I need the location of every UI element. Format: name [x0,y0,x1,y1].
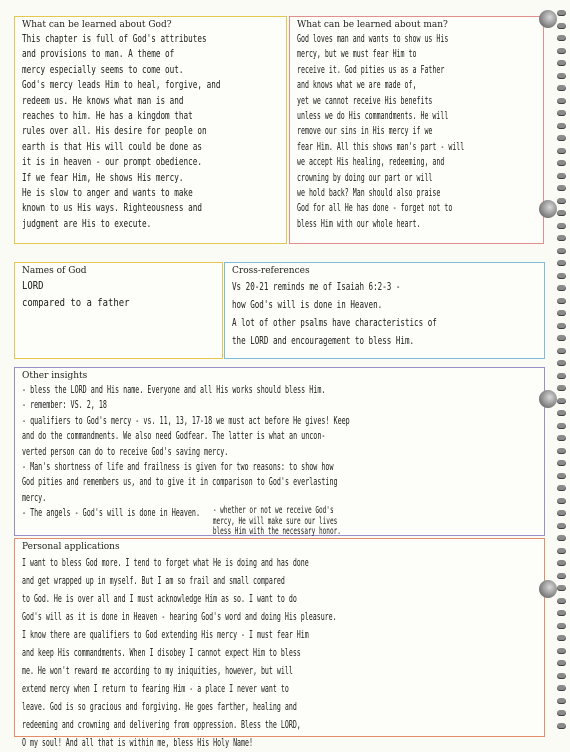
binding-ring [557,310,566,316]
binding-ring [557,185,566,191]
text-line: God loves man and wants to show us His [297,33,449,45]
binding-ring [557,223,566,229]
binding-ring [557,598,566,604]
binding-ring [557,523,566,529]
binding-ring [557,573,566,579]
side-note [213,506,341,538]
binding-ring [557,60,566,66]
insights-text [22,383,352,538]
binding-ring [557,535,566,541]
binding-ring [557,135,566,141]
text-line: earth is that His will could be done as [22,140,202,153]
section-personal-applications [14,538,545,749]
text-line: God's will as it is done in Heaven - hearing God's word and doing His pleasure. [22,611,337,623]
text-line: and keep His commandments. When I disobey I cannot expect Him to bless [22,647,301,659]
text-line: - Man's shortness of life and frailness is given for two reasons: to show how [22,461,334,474]
section-label: Other insights [22,371,88,381]
text-line: - qualifiers to God's mercy - vs. 11, 13, 17-18 we must act before He gives! Keep [22,414,350,427]
insights-last-row [22,506,352,538]
xref-text [232,278,452,350]
binding-ring [557,35,566,41]
binding-ring [557,210,566,216]
binding-ring [557,385,566,391]
text-line: This chapter is full of God's attributes [22,33,207,45]
binding-ring [557,698,566,704]
text-line: and do the commandments. We also need Godfear. The latter is what an uncon- [22,430,326,443]
binding-ring [557,660,566,666]
binding-ring [557,23,566,29]
man-text [297,32,465,232]
text-line: and knows what we are made of, [297,79,417,92]
punch-hole [539,200,557,218]
binding-ring [557,635,566,641]
text-line: we hold back? Man should also praise [297,187,441,200]
text-line: mercy. [22,491,47,504]
text-line: God's mercy leads Him to heal, forgive, and [22,79,221,92]
text-line: bless Him with our whole heart. [297,217,421,230]
binding-ring [557,360,566,366]
binding-ring [557,510,566,516]
text-line: unless we do His commandments. He will [297,110,449,123]
binding-ring [557,423,566,429]
binding-ring [557,148,566,154]
binding-ring [557,260,566,266]
text-line: known to us His ways. Righteousness and [22,202,202,215]
binding-ring [557,685,566,691]
section-learned-about-man [289,16,544,244]
section-label: Personal applications [22,542,120,552]
personal-text [22,554,346,752]
text-line: fear Him. All this shows man's part - will [297,140,465,153]
text-line: - bless the LORD and His name. Everyone and all His works should bless Him. [22,384,326,396]
binding-ring [557,548,566,554]
binding-ring [557,235,566,241]
text-line: - remember: VS. 2, 18 [22,399,107,412]
text-line: to God. He is over all and I must acknowledge Him as so. I want to do [22,593,297,605]
binding-ring [557,623,566,629]
text-line: If we fear Him, He shows His mercy. [22,171,184,184]
binding-ring [557,73,566,79]
text-line: mercy, but we must fear Him to [297,48,417,61]
section-label: Cross-references [232,266,310,276]
text-line: A lot of other psalms have characteristics of [232,317,437,329]
binding-ring [557,648,566,654]
text-line: crowning by doing our part or will [297,171,433,184]
text-line: I know there are qualifiers to God extending His mercy - I must fear Him [22,629,309,641]
binding-ring [557,473,566,479]
text-line: rules over all. His desire for people on [22,125,207,138]
section-label: Names of God [22,266,87,276]
text-line: it is in heaven - our prompt obedience. [22,156,202,169]
binding-ring [557,285,566,291]
binding-ring [557,48,566,54]
binding-ring [557,460,566,466]
text-line: and get wrapped up in myself. But I am so frail and small compared [22,575,285,587]
section-learned-about-god [14,16,287,244]
text-line: leave. God is so gracious and forgiving. He goes farther, healing and [22,701,297,713]
text-line: He is slow to anger and wants to make [22,187,193,200]
binding-ring [557,610,566,616]
binding-ring [557,323,566,329]
binding-ring [557,710,566,716]
text-line: yet we cannot receive His benefits [297,94,433,107]
binding-ring [557,373,566,379]
text-line: receive it. God pities us as a Father [297,63,445,76]
punch-hole [539,390,557,408]
section-label: What can be learned about man? [297,20,448,30]
text-line: redeeming and crowning and delivering from oppression. Bless the LORD, [22,719,301,731]
text-line: verted person can do to receive God's saving mercy. [22,445,229,458]
binding-ring [557,498,566,504]
binding-ring [557,723,566,729]
binding-ring [557,160,566,166]
binding-ring [557,335,566,341]
text-line: reaches to him. He has a kingdom that [22,110,193,123]
section-cross-references [224,262,545,359]
text-line: we accept His healing, redeeming, and [297,156,445,169]
binding-ring [557,673,566,679]
text-line: I want to bless God more. I tend to forget what He is doing and has done [22,557,309,569]
text-line: judgment are His to execute. [22,217,152,230]
text-line: remove our sins in His mercy if we [297,125,433,138]
punch-hole [539,580,557,598]
binding-ring [557,10,566,16]
binding-ring [557,560,566,566]
section-names-of-god [14,262,223,359]
binding-ring [557,273,566,279]
text-line: O my soul! And all that is within me, bless His Holy Name! [22,737,253,749]
text-line: LORD [22,280,44,292]
text-line: how God's will is done in Heaven. [232,299,383,311]
text-line: and provisions to man. A theme of [22,48,175,61]
side-note-line: mercy, He will make sure our lives [212,515,338,527]
side-note-line: - whether or not we receive God's [212,505,334,517]
text-line: God for all He has done - forget not to [297,202,453,215]
text-line: Vs 20-21 reminds me of Isaiah 6:2-3 - [232,281,401,293]
binding-ring [557,85,566,91]
binding-ring [557,298,566,304]
section-label: What can be learned about God? [22,20,172,30]
binding-ring [557,448,566,454]
text-line: compared to a father [22,297,130,309]
binding-ring [557,435,566,441]
binding-ring [557,248,566,254]
text-line: extend mercy when I return to fearing Him - a place I never want to [22,683,289,695]
spiral-binding [550,0,570,743]
binding-ring [557,98,566,104]
binding-ring [557,348,566,354]
text-line: redeem us. He knows what man is and [22,94,184,107]
binding-ring [557,198,566,204]
binding-ring [557,585,566,591]
binding-ring [557,410,566,416]
text-line: me. He won't reward me according to my iniquities, however, but will [22,665,293,677]
section-other-insights [14,367,545,536]
punch-hole [539,10,557,28]
text-line: - The angels - God's will is done in Heaven. [22,507,201,520]
binding-ring [557,398,566,404]
binding-ring [557,123,566,129]
binding-ring [557,485,566,491]
text-line: God pities and remembers us, and to give it in comparison to God's everlasting [22,476,338,489]
text-line: the LORD and encouragement to bless Him. [232,335,415,347]
god-text [22,32,221,232]
text-line: mercy especially seems to come out. [22,63,184,76]
binding-ring [557,173,566,179]
side-note-line: bless Him with the necessary honor. [212,526,341,538]
names-text [22,278,186,312]
binding-ring [557,110,566,116]
